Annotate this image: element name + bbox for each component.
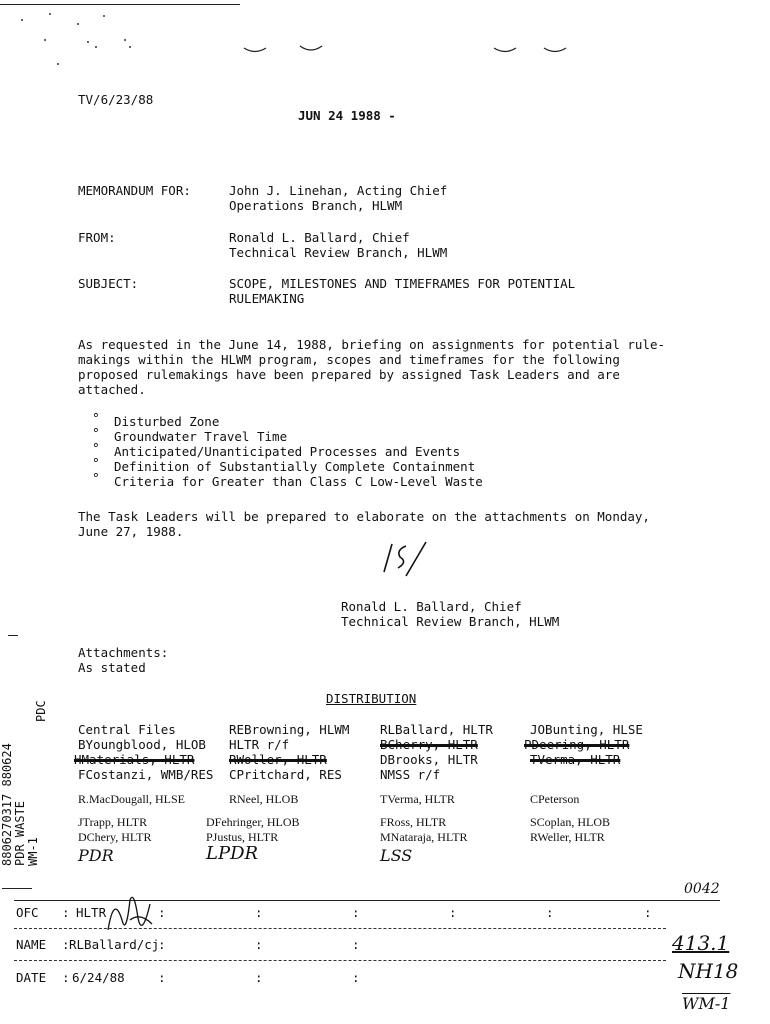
subject-label: SUBJECT: bbox=[78, 276, 139, 291]
from-line1: Ronald L. Ballard, Chief bbox=[229, 230, 410, 245]
dist-entry: CPritchard, RES bbox=[229, 767, 342, 782]
initials-scrawl bbox=[100, 890, 160, 945]
dist-entry: RLBallard, HLTR bbox=[380, 722, 493, 737]
file-code-wm1: WM-1 bbox=[682, 994, 731, 1013]
side-tick bbox=[8, 635, 18, 636]
side-stamp-line3: WM-1 bbox=[26, 837, 40, 866]
dist-entry: R.MacDougall, HLSE bbox=[78, 792, 185, 806]
name-label: NAME bbox=[16, 937, 47, 952]
paragraph-line: June 27, 1988. bbox=[78, 524, 184, 539]
dist-entry-struck: RWoller, HLTR bbox=[229, 752, 327, 767]
col-separator: : bbox=[352, 905, 360, 920]
from-label: FROM: bbox=[78, 230, 116, 245]
row-divider bbox=[14, 960, 666, 961]
dist-entry-struck: BCherry, HLTR bbox=[380, 737, 478, 752]
list-item: ° Anticipated/Unanticipated Processes and Events bbox=[78, 444, 483, 459]
side-stamp-line2: PDR WASTE bbox=[13, 800, 27, 866]
col-separator: : bbox=[449, 905, 457, 920]
body-paragraph-1 bbox=[78, 337, 665, 397]
attachments-value: As stated bbox=[78, 660, 146, 675]
side-rule bbox=[2, 888, 32, 889]
name-value: RLBallard/cj bbox=[69, 937, 160, 952]
signer-name: Ronald L. Ballard, Chief bbox=[341, 599, 522, 614]
paragraph-line: attached. bbox=[78, 382, 146, 397]
list-item: ° Definition of Substantially Complete Containment bbox=[78, 459, 483, 474]
file-code-nh18: NH18 bbox=[678, 959, 739, 983]
col-separator: : bbox=[352, 970, 360, 985]
distribution-heading: DISTRIBUTION bbox=[326, 691, 417, 706]
dist-entry: PJustus, HLTR bbox=[206, 830, 279, 844]
list-item: ° Criteria for Greater than Class C Low-Level Waste bbox=[78, 474, 483, 489]
dist-entry-struck: HMaterials, HLTR bbox=[74, 752, 195, 767]
attachments-label: Attachments: bbox=[78, 645, 169, 660]
dist-entry: TVerma, HLTR bbox=[380, 792, 455, 806]
dist-entry: RNeel, HLOB bbox=[229, 792, 299, 806]
dist-entry: DChery, HLTR bbox=[78, 830, 152, 844]
memorandum-for-line2: Operations Branch, HLWM bbox=[229, 198, 403, 213]
list-item: ° Groundwater Travel Time bbox=[78, 429, 483, 444]
dist-entry: SCoplan, HLOB bbox=[530, 815, 611, 829]
dist-entry: RWeller, HLTR bbox=[530, 830, 605, 844]
subject-line1: SCOPE, MILESTONES AND TIMEFRAMES FOR POTENTIAL bbox=[229, 276, 576, 291]
dist-entry-struck: TVerma, HLTR bbox=[530, 752, 621, 767]
col-separator: : bbox=[255, 970, 263, 985]
dist-entry: DFehringer, HLOB bbox=[206, 815, 300, 829]
memorandum-for-label: MEMORANDUM FOR: bbox=[78, 183, 191, 198]
dist-entry: DBrooks, HLTR bbox=[380, 752, 478, 767]
dist-entry: HLTR r/f bbox=[229, 737, 290, 752]
date-separator: : bbox=[62, 970, 70, 985]
col-separator: : bbox=[158, 905, 166, 920]
date-stamp: JUN 24 1988 - bbox=[298, 108, 396, 123]
dist-entry: MNataraja, HLTR bbox=[380, 830, 468, 844]
dist-entry-struck: PDeering, HLTR bbox=[524, 737, 630, 752]
col-separator: : bbox=[255, 937, 263, 952]
side-stamp-line1: 8806270317 880624 bbox=[0, 743, 14, 866]
dist-entry: Central Files bbox=[78, 722, 176, 737]
handwritten-pdr: PDR bbox=[78, 846, 114, 865]
dist-entry: FCostanzi, WMB/RES bbox=[78, 767, 214, 782]
reference-code: TV/6/23/88 bbox=[78, 92, 154, 107]
ofc-separator: : bbox=[62, 905, 70, 920]
paragraph-line: proposed rulemakings have been prepared by assigned Task Leaders and are bbox=[78, 367, 620, 382]
ofc-label: OFC bbox=[16, 905, 39, 920]
rulemaking-list bbox=[78, 414, 483, 489]
from-line2: Technical Review Branch, HLWM bbox=[229, 245, 448, 260]
dist-entry: NMSS r/f bbox=[380, 767, 441, 782]
paragraph-line: makings within the HLWM program, scopes and timeframes for the following bbox=[78, 352, 620, 367]
subject-line2: RULEMAKING bbox=[229, 291, 305, 306]
col-separator: : bbox=[158, 970, 166, 985]
ofc-value: HLTR bbox=[76, 905, 107, 920]
dist-entry: FRoss, HLTR bbox=[380, 815, 447, 829]
signature-mark bbox=[380, 538, 430, 581]
scan-specks bbox=[0, 0, 770, 70]
handwritten-lpdr: LPDR bbox=[206, 843, 259, 864]
paragraph-line: As requested in the June 14, 1988, briefing on assignments for potential rule- bbox=[78, 337, 665, 352]
dist-entry: BYoungblood, HLOB bbox=[78, 737, 206, 752]
dist-entry: JTrapp, HLTR bbox=[78, 815, 148, 829]
file-code-number: 0042 bbox=[684, 881, 720, 897]
col-separator: : bbox=[644, 905, 652, 920]
handwritten-lss: LSS bbox=[380, 846, 413, 865]
file-code-413: 413.1 bbox=[672, 931, 730, 955]
col-separator: : bbox=[546, 905, 554, 920]
signer-title: Technical Review Branch, HLWM bbox=[341, 614, 560, 629]
col-separator: : bbox=[158, 937, 166, 952]
side-stamp-line4: PDC bbox=[34, 700, 48, 722]
body-paragraph-2 bbox=[78, 509, 650, 539]
dist-entry: JOBunting, HLSE bbox=[530, 722, 643, 737]
dist-entry: CPeterson bbox=[530, 792, 580, 806]
date-label: DATE bbox=[16, 970, 47, 985]
dist-entry: REBrowning, HLWM bbox=[229, 722, 350, 737]
date-value: 6/24/88 bbox=[72, 970, 125, 985]
name-separator: : bbox=[62, 937, 70, 952]
col-separator: : bbox=[352, 937, 360, 952]
memorandum-for-line1: John J. Linehan, Acting Chief bbox=[229, 183, 448, 198]
col-separator: : bbox=[255, 905, 263, 920]
paragraph-line: The Task Leaders will be prepared to elaborate on the attachments on Monday, bbox=[78, 509, 650, 524]
list-item: ° Disturbed Zone bbox=[78, 414, 483, 429]
